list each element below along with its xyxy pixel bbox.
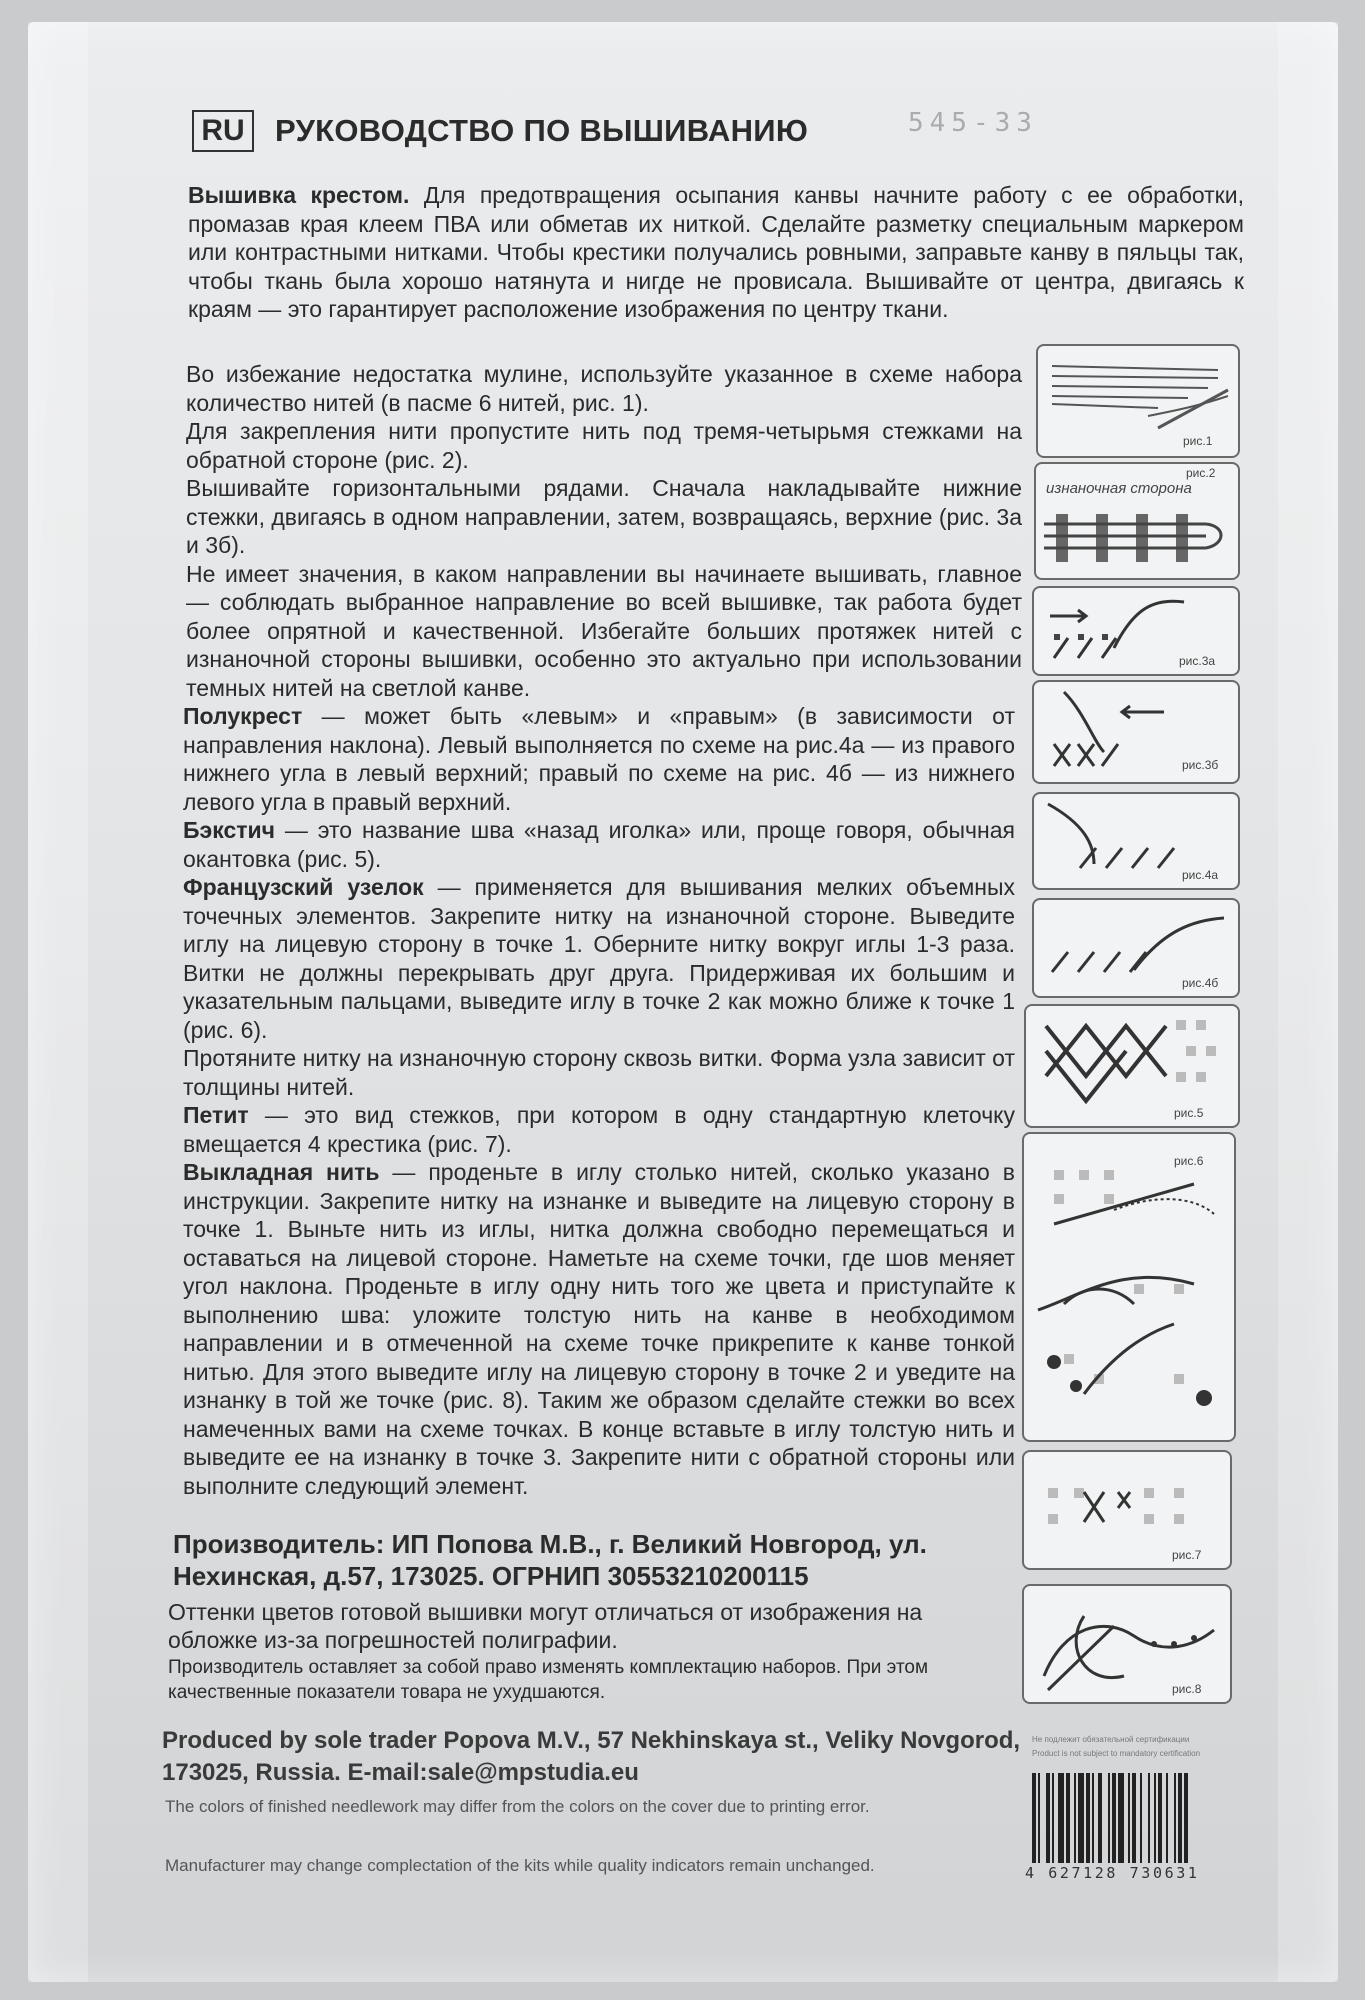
cert-ru: Не подлежит обязательной сертификации	[1032, 1735, 1190, 1744]
section-heading: Петит	[183, 1102, 249, 1128]
figure-label: рис.3а	[1179, 654, 1216, 668]
figure-3b	[1032, 680, 1240, 784]
instructions-upper	[186, 360, 1022, 702]
barcode-bar	[1174, 1773, 1176, 1863]
barcode-bar	[1128, 1773, 1130, 1863]
barcode-bar	[1118, 1773, 1124, 1863]
french-knot-illustration	[1024, 1134, 1234, 1440]
colors-note-ru: Оттенки цветов готовой вышивки могут отличаться от изображения на обложке из-за погрешностей полиграфии.	[168, 1599, 923, 1653]
figure-7	[1022, 1450, 1232, 1570]
cert-en: Product is not subject to mandatory certification	[1032, 1749, 1201, 1758]
barcode-bar	[1052, 1773, 1054, 1863]
figure-2	[1034, 462, 1240, 580]
barcode-bar	[1154, 1773, 1156, 1863]
figure-label: рис.8	[1172, 1682, 1202, 1696]
intro-paragraph: Вышивка крестом. Для предотвращения осыпания канвы начните работу с ее обработки, промазав края клеем ПВА или обметав их ниткой. Сделайте разметку специальным маркером или контрастными нитками. Чтобы крестики получались ровными, заправьте канву в пяльцы так, чтобы ткань была хорошо натянута и нигде не провисала. Вышивайте от центра, двигаясь к краям — это гарантирует расположение изображения по центру ткани.	[188, 182, 1244, 322]
figure-label: рис.7	[1172, 1548, 1202, 1562]
barcode-bar	[1148, 1773, 1150, 1863]
barcode-bar	[1086, 1773, 1090, 1863]
figure-label: рис.3б	[1182, 758, 1219, 772]
page-title: РУКОВОДСТВО ПО ВЫШИВАНИЮ	[275, 113, 809, 148]
section-heading: Вышивка крестом.	[188, 182, 410, 208]
barcode	[1030, 1773, 1240, 1865]
section-heading: Выкладная нить	[183, 1159, 380, 1185]
figure-label: рис.5	[1174, 1106, 1204, 1120]
paragraph: Для закрепления нити пропустите нить под тремя-четырьмя стежками на обратной стороне (рис. 2).	[186, 418, 1022, 473]
plastic-shine	[28, 22, 88, 1982]
figure-label: рис.4б	[1182, 976, 1219, 990]
section-heading: Полукрест	[183, 703, 303, 729]
barcode-bar	[1046, 1773, 1050, 1863]
figure-label: рис.1	[1183, 434, 1213, 448]
section-heading: Французский узелок	[183, 874, 424, 900]
barcode-bar	[1112, 1773, 1116, 1863]
figure-1	[1036, 344, 1240, 458]
barcode-bar	[1092, 1773, 1094, 1863]
barcode-bar	[1074, 1773, 1076, 1863]
barcode-bar	[1132, 1773, 1136, 1863]
figure-label: рис.6	[1174, 1154, 1204, 1168]
barcode-number: 4 627128 730631	[1025, 1864, 1200, 1882]
figure-label: рис.2	[1186, 466, 1216, 480]
paragraph: Вышивайте горизонтальными рядами. Сначала накладывайте нижние стежки, двигаясь в одном направлении, затем, возвращаясь, верхние (рис. 3а и 3б).	[186, 475, 1022, 558]
language-badge: RU	[192, 110, 254, 152]
back-side-illustration	[1036, 464, 1238, 578]
backstitch-illustration	[1026, 1006, 1238, 1126]
barcode-bar	[1066, 1773, 1070, 1863]
rights-note-en: Manufacturer may change complectation of the kits while quality indicators remain unchanged.	[165, 1856, 875, 1875]
barcode-bar	[1098, 1773, 1102, 1863]
instructions-lower: Полукрест — может быть «левым» и «правым» (в зависимости от направления наклона). Левый выполняется по схеме на рис.4а — из правого нижнего угла в левый верхний; правый по схеме на рис. 4б — из нижнего левого угла в правый верхний. Бэкстич — это название шва «назад иголка» или, проще говоря, обычная окантовка (рис. 5). Французский узелок — применяется для вышивания мелких объемных точечных элементов. Закрепите нитку на изнаночной стороне. Выведите иглу на лицевую сторону в точке 1. Оберните нитку вокруг иглы 1-3 раза. Витки не должны перекрывать друг друга. Придерживая их большим и указательным пальцами, выведите иглу в точке 2 как можно ближе к точке 1 (рис. 6). Протяните нитку на изнаночную сторону сквозь витки. Форма узла зависит от толщины нитей. Петит — это вид стежков, при котором в одну стандартную клеточку вмещается 4 крестика (рис. 7). Выкладная нить — проденьте в иглу столько нитей, сколько указано в инструкции. Закрепите нитку на изнанке и выведите на лицевую сторону в точке 1. Выньте нить из иглы, нитка должна свободно перемещаться и оставаться на лицевой стороне. Наметьте на схеме точки, где шов меняет угол наклона. Проденьте в иглу одну нить того же цвета и приступайте к выполнению шва: уложите толстую нить на канве в необходимом направлении и в отмеченной на схеме точке прикрепите к канве тонкой нитью. Для этого выведите иглу на лицевую сторону в точке 2 и уведите на изнанку в той же точке (рис. 8). Таким же образом сделайте стежки во всех намеченных вами на схеме точках. В конце вставьте в иглу толстую нить и выведите ее на изнанку в точке 3. Закрепите нити с обратной стороны или выполните следующий элемент.	[183, 703, 1015, 1499]
handwritten-number: 545-33	[908, 108, 1038, 138]
rights-note-ru: Производитель оставляет за собой право изменять комплектацию наборов. При этом качественные показатели товара не ухудшаются.	[168, 1657, 929, 1703]
figure-8	[1022, 1584, 1232, 1704]
barcode-bar	[1078, 1773, 1084, 1863]
barcode-bar	[1038, 1773, 1040, 1863]
certification-note	[1032, 1733, 1292, 1761]
figure-5	[1024, 1004, 1240, 1128]
barcode-bar	[1158, 1773, 1162, 1863]
colors-note-en: The colors of finished needlework may differ from the colors on the cover due to printing error.	[165, 1797, 870, 1816]
paragraph: Во избежание недостатка мулине, используйте указанное в схеме набора количество нитей (в пасме 6 нитей, рис. 1).	[186, 361, 1022, 416]
figure-label: рис.4а	[1182, 868, 1219, 882]
figure-4a	[1032, 792, 1240, 890]
plastic-shine	[1278, 22, 1338, 1982]
manufacturer-ru: Производитель: ИП Попова М.В., г. Великий Новгород, ул. Нехинская, д.57, 173025. ОГРНИП 30553210200115	[173, 1529, 927, 1591]
figure-4b	[1032, 898, 1240, 998]
figure-3a	[1032, 586, 1240, 676]
section-heading: Бэкстич	[183, 817, 275, 843]
barcode-bar	[1140, 1773, 1142, 1863]
barcode-bar	[1108, 1773, 1110, 1863]
paragraph: Протяните нитку на изнаночную сторону сквозь витки. Форма узла зависит от толщины нитей.	[183, 1045, 1015, 1100]
barcode-bar	[1178, 1773, 1182, 1863]
figure-caption: изнаночная сторона	[1046, 480, 1192, 497]
barcode-bar	[1166, 1773, 1168, 1863]
barcode-bar	[1058, 1773, 1064, 1863]
manufacturer-en: Produced by sole trader Popova M.V., 57 Nekhinskaya st., Veliky Novgorod, 173025, Russia. E-mail:sale@mpstudia.eu	[162, 1727, 1021, 1786]
barcode-bar	[1184, 1773, 1188, 1863]
paragraph: Не имеет значения, в каком направлении вы начинаете вышивать, главное — соблюдать выбранное направление во всей вышивке, так работа будет более опрятной и качественной. Избегайте больших протяжек нитей с изнаночной стороны вышивки, особенно это актуально при использовании темных нитей на светлой канве.	[186, 560, 1022, 701]
barcode-bar	[1032, 1773, 1036, 1863]
figure-6	[1022, 1132, 1236, 1442]
